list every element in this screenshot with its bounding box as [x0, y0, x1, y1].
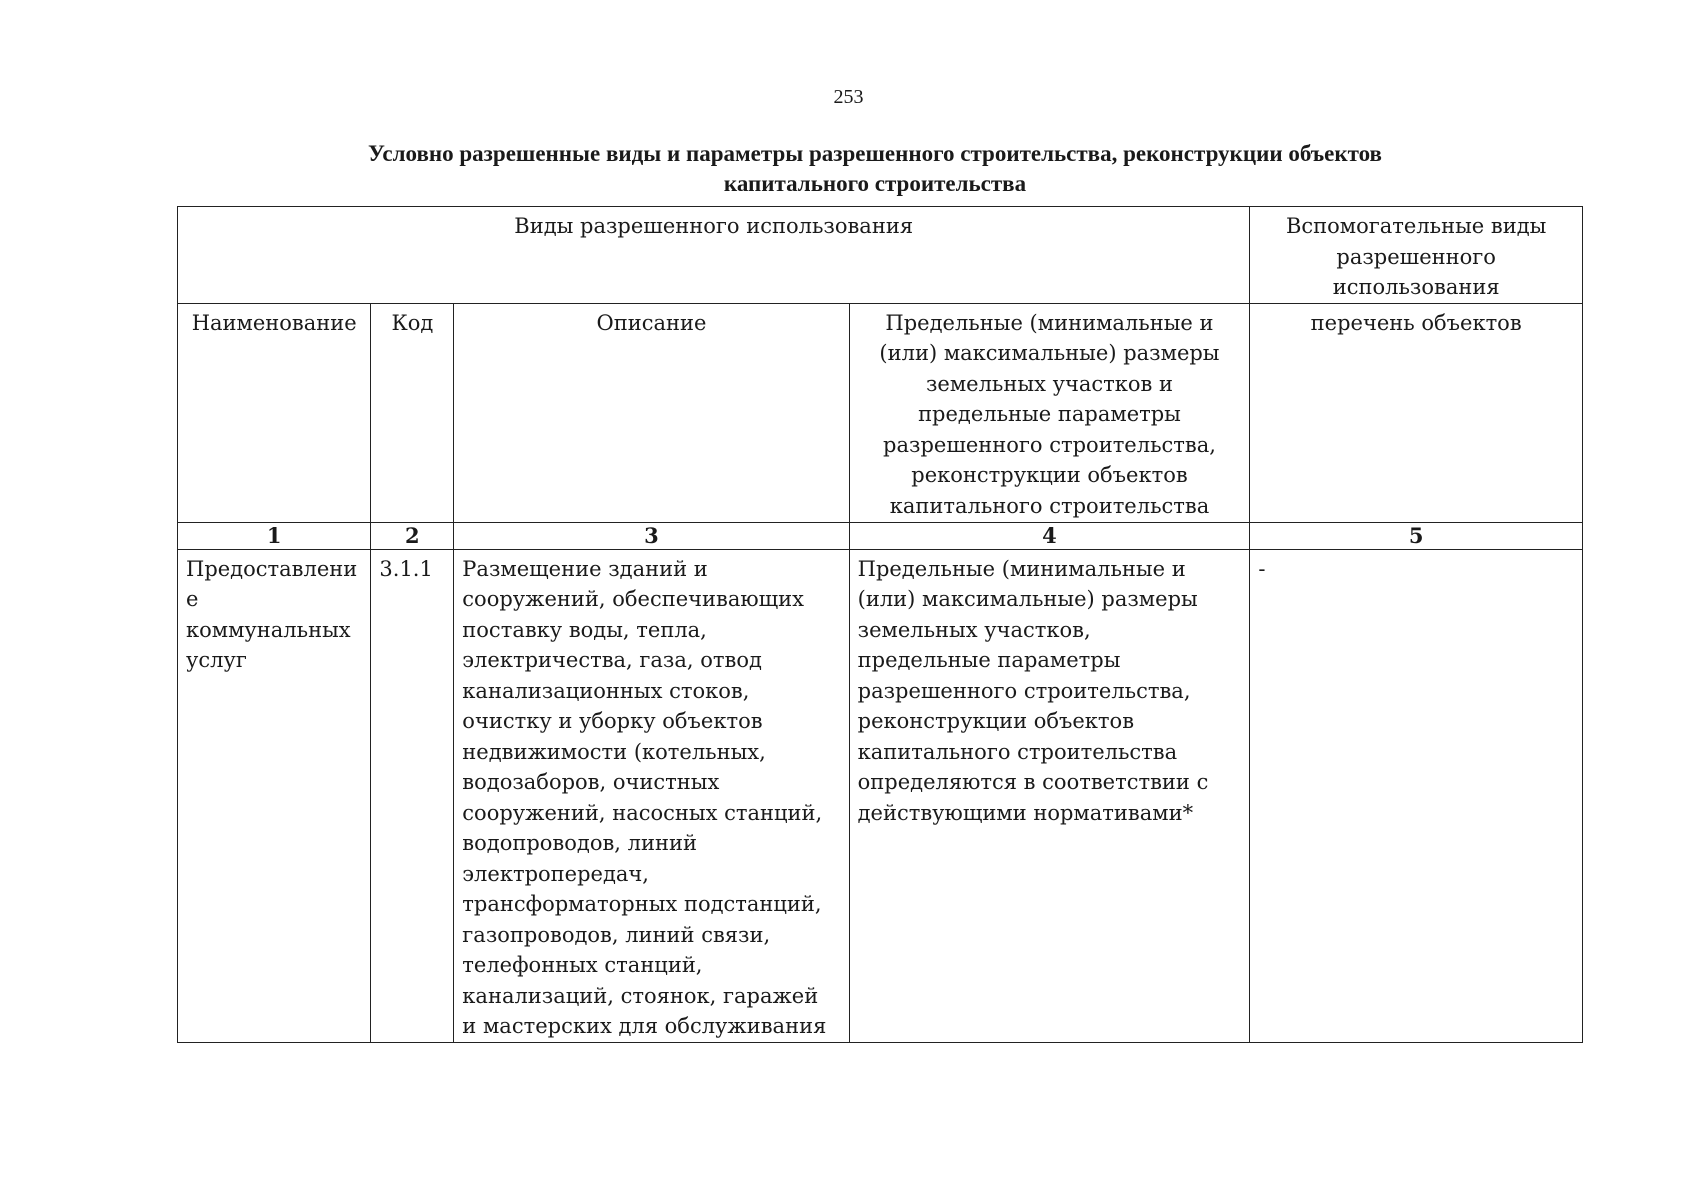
- document-title: [250, 139, 1500, 199]
- column-header-code: Код: [371, 303, 454, 522]
- cell-line: водопроводов, линий: [462, 831, 697, 855]
- header-auxiliary-uses: [1250, 207, 1583, 304]
- limits-header-line: (или) максимальные) размеры: [879, 341, 1220, 365]
- cell-line: трансформаторных подстанций,: [462, 892, 822, 916]
- header-auxiliary-line: разрешенного: [1336, 244, 1496, 269]
- cell-line: коммунальных: [186, 617, 351, 642]
- table-column-header-row: [178, 303, 1583, 522]
- limits-header-line: капитального строительства: [889, 493, 1210, 518]
- column-number: 4: [849, 522, 1250, 549]
- cell-name: [178, 549, 371, 1042]
- cell-code: 3.1.1: [371, 549, 454, 1042]
- limits-header-line: земельных участков и: [925, 371, 1173, 396]
- cell-line: земельных участков,: [857, 617, 1091, 642]
- cell-line: е: [186, 587, 199, 611]
- permitted-use-table: [177, 206, 1583, 1043]
- cell-line: недвижимости (котельных,: [462, 739, 766, 764]
- column-number: 3: [454, 522, 849, 549]
- limits-header-line: Предельные (минимальные и: [885, 310, 1214, 335]
- document-title-line-2: капитального строительства: [723, 171, 1027, 196]
- document-title-line-1: Условно разрешенные виды и параметры разрешенного строительства, реконструкции объектов: [368, 141, 1382, 166]
- cell-line: газопроводов, линий связи,: [462, 922, 771, 947]
- cell-line: сооружений, обеспечивающих: [462, 587, 804, 611]
- cell-line: канализационных стоков,: [462, 678, 750, 703]
- column-header-objects: перечень объектов: [1250, 303, 1583, 522]
- cell-objects: -: [1250, 549, 1583, 1042]
- header-auxiliary-line: Вспомогательные виды: [1285, 214, 1547, 238]
- cell-line: и мастерских для обслуживания: [462, 1014, 827, 1038]
- cell-line: поставку воды, тепла,: [462, 617, 707, 642]
- limits-header-line: реконструкции объектов: [911, 463, 1188, 487]
- cell-line: электропередач,: [462, 861, 649, 886]
- cell-limits: [849, 549, 1250, 1042]
- cell-line: Предельные (минимальные и: [857, 556, 1186, 581]
- header-permitted-uses: Виды разрешенного использования: [178, 207, 1250, 304]
- cell-line: Размещение зданий и: [462, 556, 708, 581]
- limits-header-line: предельные параметры: [918, 402, 1181, 426]
- column-number: 5: [1250, 522, 1583, 549]
- cell-line: действующими нормативами*: [857, 800, 1194, 825]
- table-row: [178, 549, 1583, 1042]
- cell-line: (или) максимальные) размеры: [857, 587, 1198, 611]
- cell-line: разрешенного строительства,: [857, 678, 1191, 703]
- cell-line: капитального строительства: [857, 739, 1178, 764]
- column-number-row: [178, 522, 1583, 549]
- cell-line: канализаций, стоянок, гаражей: [462, 983, 819, 1008]
- cell-line: очистку и уборку объектов: [462, 709, 763, 733]
- cell-line: телефонных станций,: [462, 953, 703, 977]
- page-number: 253: [833, 86, 864, 108]
- cell-line: реконструкции объектов: [857, 709, 1135, 733]
- cell-line: водозаборов, очистных: [462, 770, 720, 794]
- header-auxiliary-line: использования: [1332, 275, 1500, 299]
- column-header-name: Наименование: [178, 303, 371, 522]
- cell-line: предельные параметры: [857, 648, 1121, 672]
- cell-description: [454, 549, 849, 1042]
- cell-line: Предоставлени: [186, 556, 358, 581]
- cell-line: услуг: [186, 648, 247, 672]
- column-number: 1: [178, 522, 371, 549]
- limits-header-line: разрешенного строительства,: [883, 432, 1216, 457]
- column-header-description: Описание: [454, 303, 849, 522]
- cell-line: определяются в соответствии с: [857, 770, 1209, 794]
- column-number: 2: [371, 522, 454, 549]
- cell-line: электричества, газа, отвод: [462, 648, 762, 672]
- cell-line: сооружений, насосных станций,: [462, 800, 823, 825]
- table-group-header-row: [178, 207, 1583, 304]
- column-header-limits: [849, 303, 1250, 522]
